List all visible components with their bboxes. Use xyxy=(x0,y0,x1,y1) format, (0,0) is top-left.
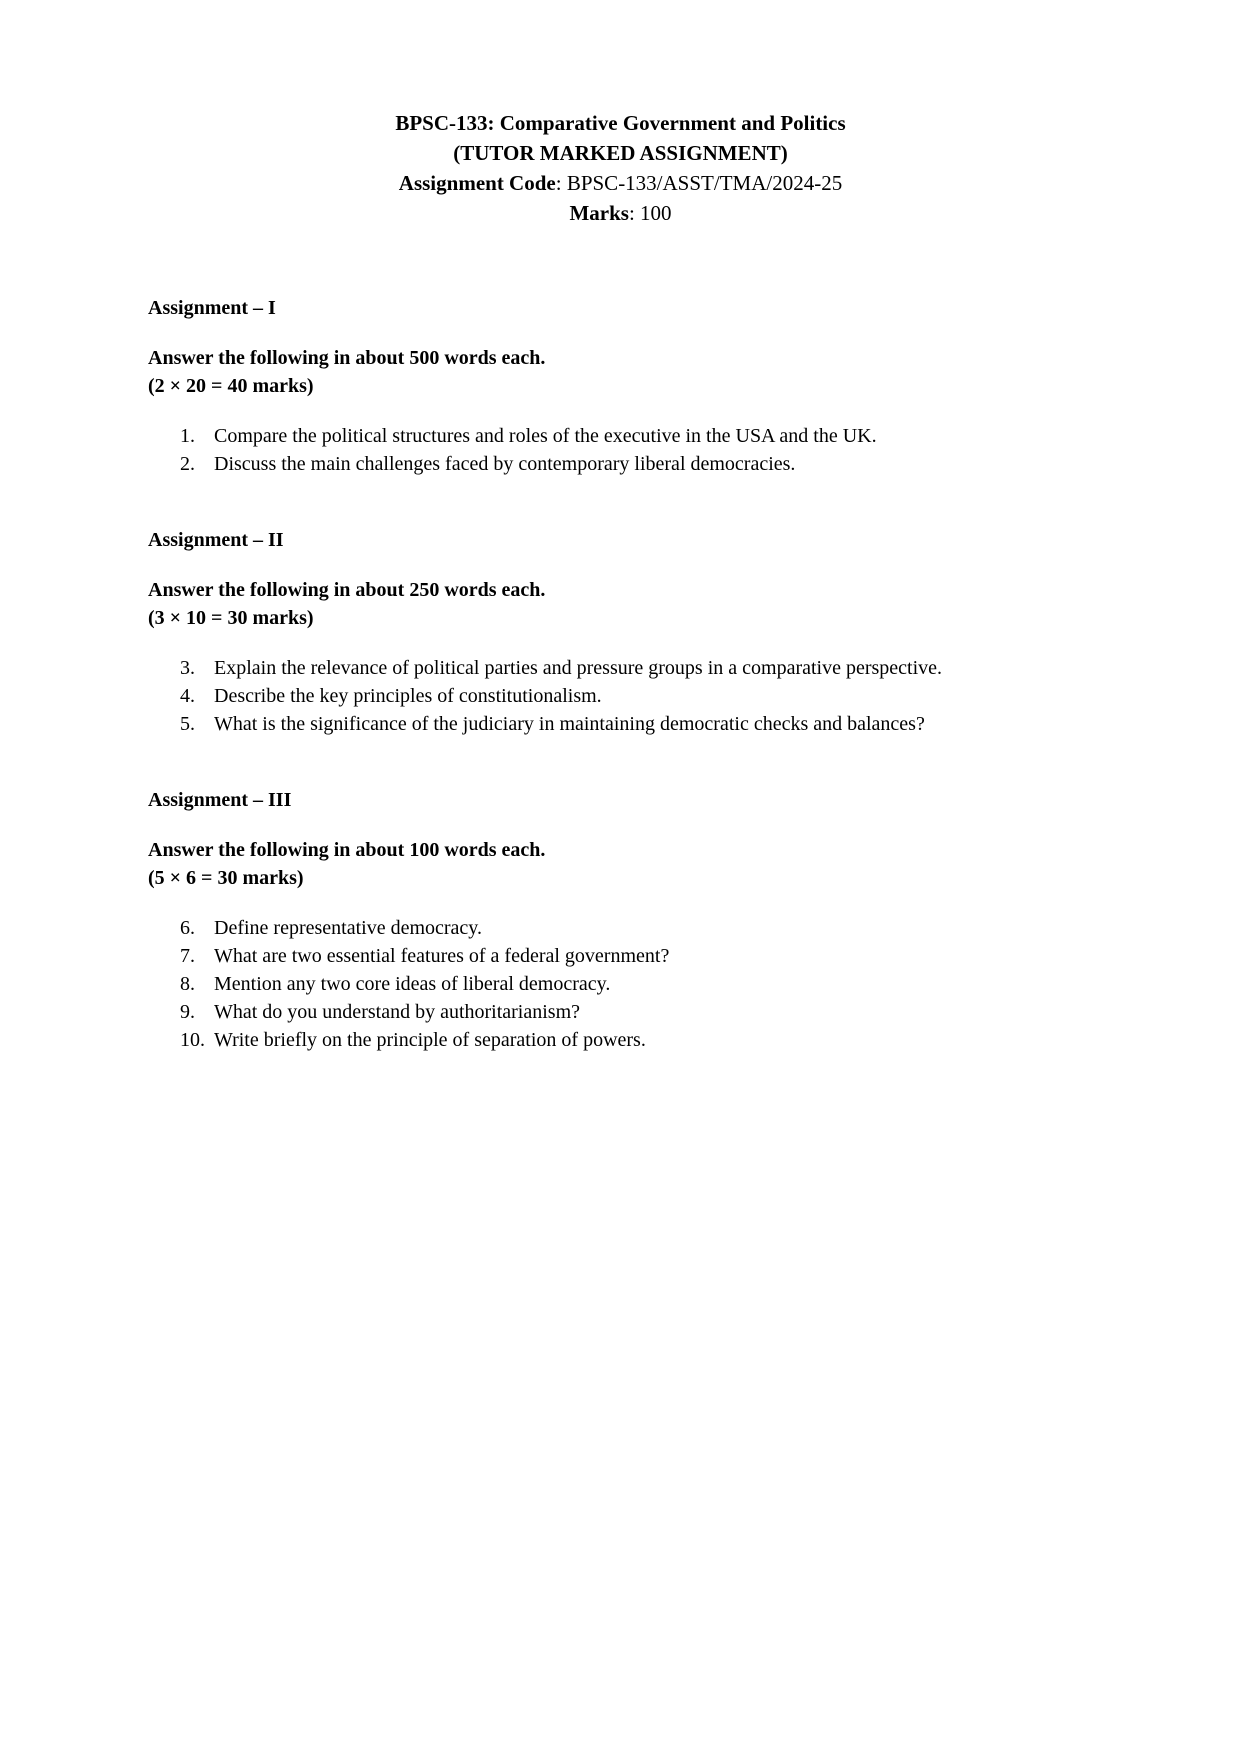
question-item xyxy=(148,998,1093,1026)
question-text: Compare the political structures and roles of the executive in the USA and the UK. xyxy=(214,425,877,447)
question-number: 4. xyxy=(180,685,195,707)
question-number: 5. xyxy=(180,713,195,735)
question-text: What is the significance of the judiciary in maintaining democratic checks and balances? xyxy=(214,713,925,735)
question-text: What are two essential features of a federal government? xyxy=(214,945,670,967)
question-text: Describe the key principles of constitutionalism. xyxy=(214,685,602,707)
question-text: What do you understand by authoritarianism? xyxy=(214,1001,581,1023)
section-heading: Assignment – II xyxy=(148,529,284,551)
document-header xyxy=(148,108,1093,228)
question-text: Define representative democracy. xyxy=(214,917,482,939)
question-item xyxy=(148,422,1093,450)
question-number: 8. xyxy=(180,973,195,995)
question-list xyxy=(148,654,1093,738)
question-item xyxy=(148,942,1093,970)
question-item xyxy=(148,914,1093,942)
assignment-section-3 xyxy=(148,786,1093,1054)
marks-label: Marks xyxy=(569,201,629,225)
question-item xyxy=(148,450,1093,478)
question-number: 2. xyxy=(180,453,195,475)
question-item xyxy=(148,970,1093,998)
document-subtitle: (TUTOR MARKED ASSIGNMENT) xyxy=(453,141,788,165)
question-number: 1. xyxy=(180,425,195,447)
question-number: 6. xyxy=(180,917,195,939)
section-instruction: Answer the following in about 500 words each. xyxy=(148,347,546,369)
question-number: 9. xyxy=(180,1001,195,1023)
assignment-code-label: Assignment Code xyxy=(398,171,556,195)
question-item xyxy=(148,1026,1093,1054)
assignment-code-value: : BPSC-133/ASST/TMA/2024-25 xyxy=(555,171,843,195)
question-item xyxy=(148,710,1093,738)
question-text: Discuss the main challenges faced by contemporary liberal democracies. xyxy=(214,453,796,475)
question-list xyxy=(148,422,1093,478)
assignment-section-1 xyxy=(148,294,1093,478)
question-number: 10. xyxy=(180,1029,205,1051)
section-heading: Assignment – III xyxy=(148,789,292,811)
section-marks: (3 × 10 = 30 marks) xyxy=(148,607,314,629)
question-number: 3. xyxy=(180,657,195,679)
assignment-code-line xyxy=(148,168,1093,198)
question-item xyxy=(148,654,1093,682)
section-instruction: Answer the following in about 100 words each. xyxy=(148,839,546,861)
question-item xyxy=(148,682,1093,710)
marks-line xyxy=(148,198,1093,228)
marks-value: : 100 xyxy=(628,201,672,225)
question-list xyxy=(148,914,1093,1054)
question-number: 7. xyxy=(180,945,195,967)
question-text: Write briefly on the principle of separation of powers. xyxy=(214,1029,646,1051)
section-marks: (5 × 6 = 30 marks) xyxy=(148,867,304,889)
assignment-section-2 xyxy=(148,526,1093,738)
section-marks: (2 × 20 = 40 marks) xyxy=(148,375,314,397)
document-title: BPSC-133: Comparative Government and Politics xyxy=(395,111,846,135)
question-text: Explain the relevance of political parties and pressure groups in a comparative perspective. xyxy=(214,657,943,679)
question-text: Mention any two core ideas of liberal democracy. xyxy=(214,973,611,995)
section-instruction: Answer the following in about 250 words each. xyxy=(148,579,546,601)
section-heading: Assignment – I xyxy=(148,297,276,319)
